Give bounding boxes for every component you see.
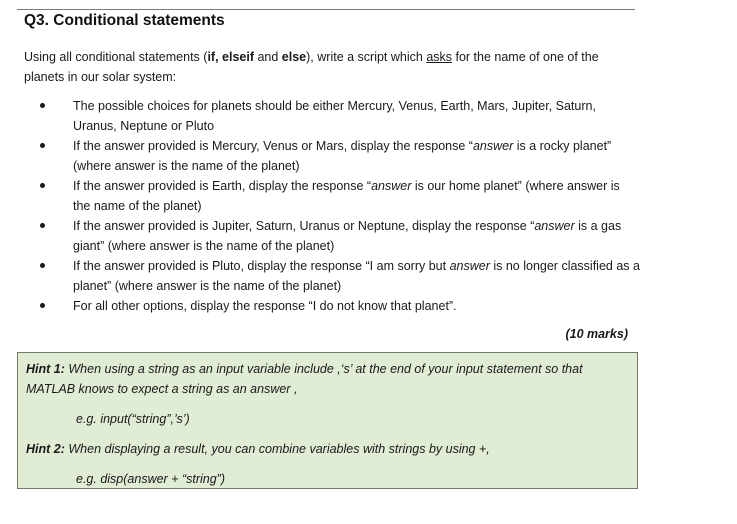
hint-2 <box>26 439 631 459</box>
bullet-dot <box>40 143 45 148</box>
hint-1 <box>26 359 631 399</box>
hint-2-label: Hint 2: <box>26 442 65 456</box>
intro-mid: ), write a script which <box>306 50 427 64</box>
keyword-elseif: elseif <box>218 50 254 64</box>
bullet-dot <box>40 303 45 308</box>
list-item: The possible choices for planets should be either Mercury, Venus, Earth, Mars, Jupiter, Saturn, Uranus, Neptune or Pluto <box>40 96 640 136</box>
list-item: If the answer provided is Pluto, display the response “I am sorry but answer is no longer classified as a planet” (where answer is the name of the planet) <box>40 256 640 296</box>
intro-suffix: for the name of one of the planets in our solar system: <box>24 50 599 84</box>
intro-asks: asks <box>426 50 453 64</box>
question-title: Q3. Conditional statements <box>24 12 225 29</box>
hint-2-text: When displaying a result, you can combine variables with strings by using +, <box>64 442 490 456</box>
list-item: For all other options, display the response “I do not know that planet”. <box>40 296 640 316</box>
hint-box <box>17 352 638 489</box>
bullet-dot <box>40 183 45 188</box>
marks-label: (10 marks) <box>565 327 628 341</box>
hint-2-example: e.g. disp(answer + “string”) <box>76 472 226 486</box>
hint-1-example: e.g. input(“string”,’s’) <box>76 412 190 426</box>
keyword-if: if, <box>207 50 219 64</box>
hint-1-text: When using a string as an input variable include ,‘s’ at the end of your input statement so that MATLAB knows to expect a string as an answer , <box>26 362 583 396</box>
bullet-dot <box>40 223 45 228</box>
intro-and: and <box>253 50 282 64</box>
bullet-dot <box>40 263 45 268</box>
intro-prefix: Using all conditional statements ( <box>24 50 208 64</box>
question-intro <box>24 47 639 87</box>
requirements-list <box>40 96 640 316</box>
list-item: If the answer provided is Earth, display the response “answer is our home planet” (where answer is the name of the planet) <box>40 176 640 216</box>
hint-1-label: Hint 1: <box>26 362 65 376</box>
top-divider <box>17 9 635 10</box>
keyword-else: else <box>281 50 307 64</box>
list-item: If the answer provided is Mercury, Venus or Mars, display the response “answer is a rocky planet” (where answer is the name of the planet) <box>40 136 640 176</box>
list-item: If the answer provided is Jupiter, Saturn, Uranus or Neptune, display the response “answer is a gas giant” (where answer is the name of the planet) <box>40 216 640 256</box>
bullet-dot <box>40 103 45 108</box>
